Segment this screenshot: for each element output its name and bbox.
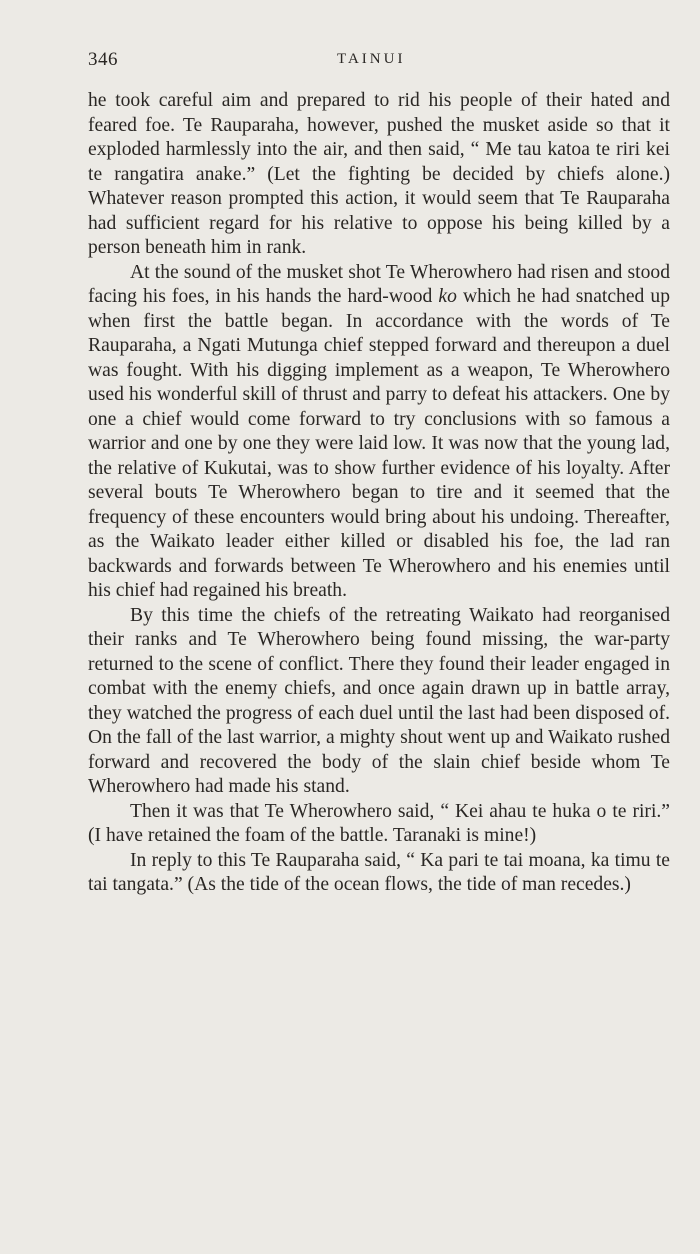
paragraph-text: Then it was that Te Wherowhero said, “ Kei ahau te huka o te riri.” (I have retained the foam of the battle. Taranaki is mine!): [88, 800, 670, 846]
paragraph-text: which he had snatched up when first the battle began. In accordance with the words of Te Rauparaha, a Ngati Mutunga chief stepped forward and thereupon a duel was fought. With his digging implement as a weapon, Te Wherowhero used his wonderful skill of thrust and parry to defeat his attackers. One by one a chief would come forward to try conclusions with so famous a warrior and one by one they were laid low. It was now that the young lad, the relative of Kukutai, was to show further evidence of his loyalty. After several bouts Te Wherowhero began to tire and it seemed that the frequency of these encounters would bring about his undoing. Thereafter, as the Waikato leader either killed or disabled his foe, the lad ran backwards and forwards between Te Wherowhero and his enemies until his chief had regained his breath.: [88, 286, 670, 601]
page-number: 346: [88, 49, 118, 70]
paragraph-text: he took careful aim and prepared to rid his people of their hated and feared foe. Te Rauparaha, however, pushed the musket aside so that it exploded harmlessly into the air, and then said, “ Me tau katoa te riri kei te rangatira anake.” (Let the fighting be decided by chiefs alone.) Whatever reason prompted this action, it would seem that Te Rauparaha had sufficient regard for his relative to oppose his being killed by a person beneath him in rank.: [88, 90, 670, 258]
paragraph: [88, 261, 670, 604]
paragraph: [88, 849, 670, 898]
body-text: [88, 89, 670, 898]
paragraph-text: At the sound of the musket shot Te Wherowhero had risen and stood facing his foes, in his hands the hard-wood: [88, 261, 670, 307]
paragraph: [88, 89, 670, 261]
italic-term: ko: [438, 286, 457, 307]
paragraph: [88, 800, 670, 849]
running-head: TAINUI: [337, 51, 406, 67]
paragraph: [88, 604, 670, 800]
paragraph-text: In reply to this Te Rauparaha said, “ Ka pari te tai moana, ka timu te tai tangata.” (As the tide of the ocean flows, the tide of man recedes.): [88, 849, 670, 895]
page-header: [88, 49, 670, 75]
paragraph-text: By this time the chiefs of the retreating Waikato had reorganised their ranks and Te Wherowhero being found missing, the war-party returned to the scene of conflict. There they found their leader engaged in combat with the enemy chiefs, and once again drawn up in battle array, they watched the progress of each duel until the last had been disposed of. On the fall of the last warrior, a mighty shout went up and Waikato rushed forward and recovered the body of the slain chief beside whom Te Wherowhero had made his stand.: [88, 604, 670, 797]
